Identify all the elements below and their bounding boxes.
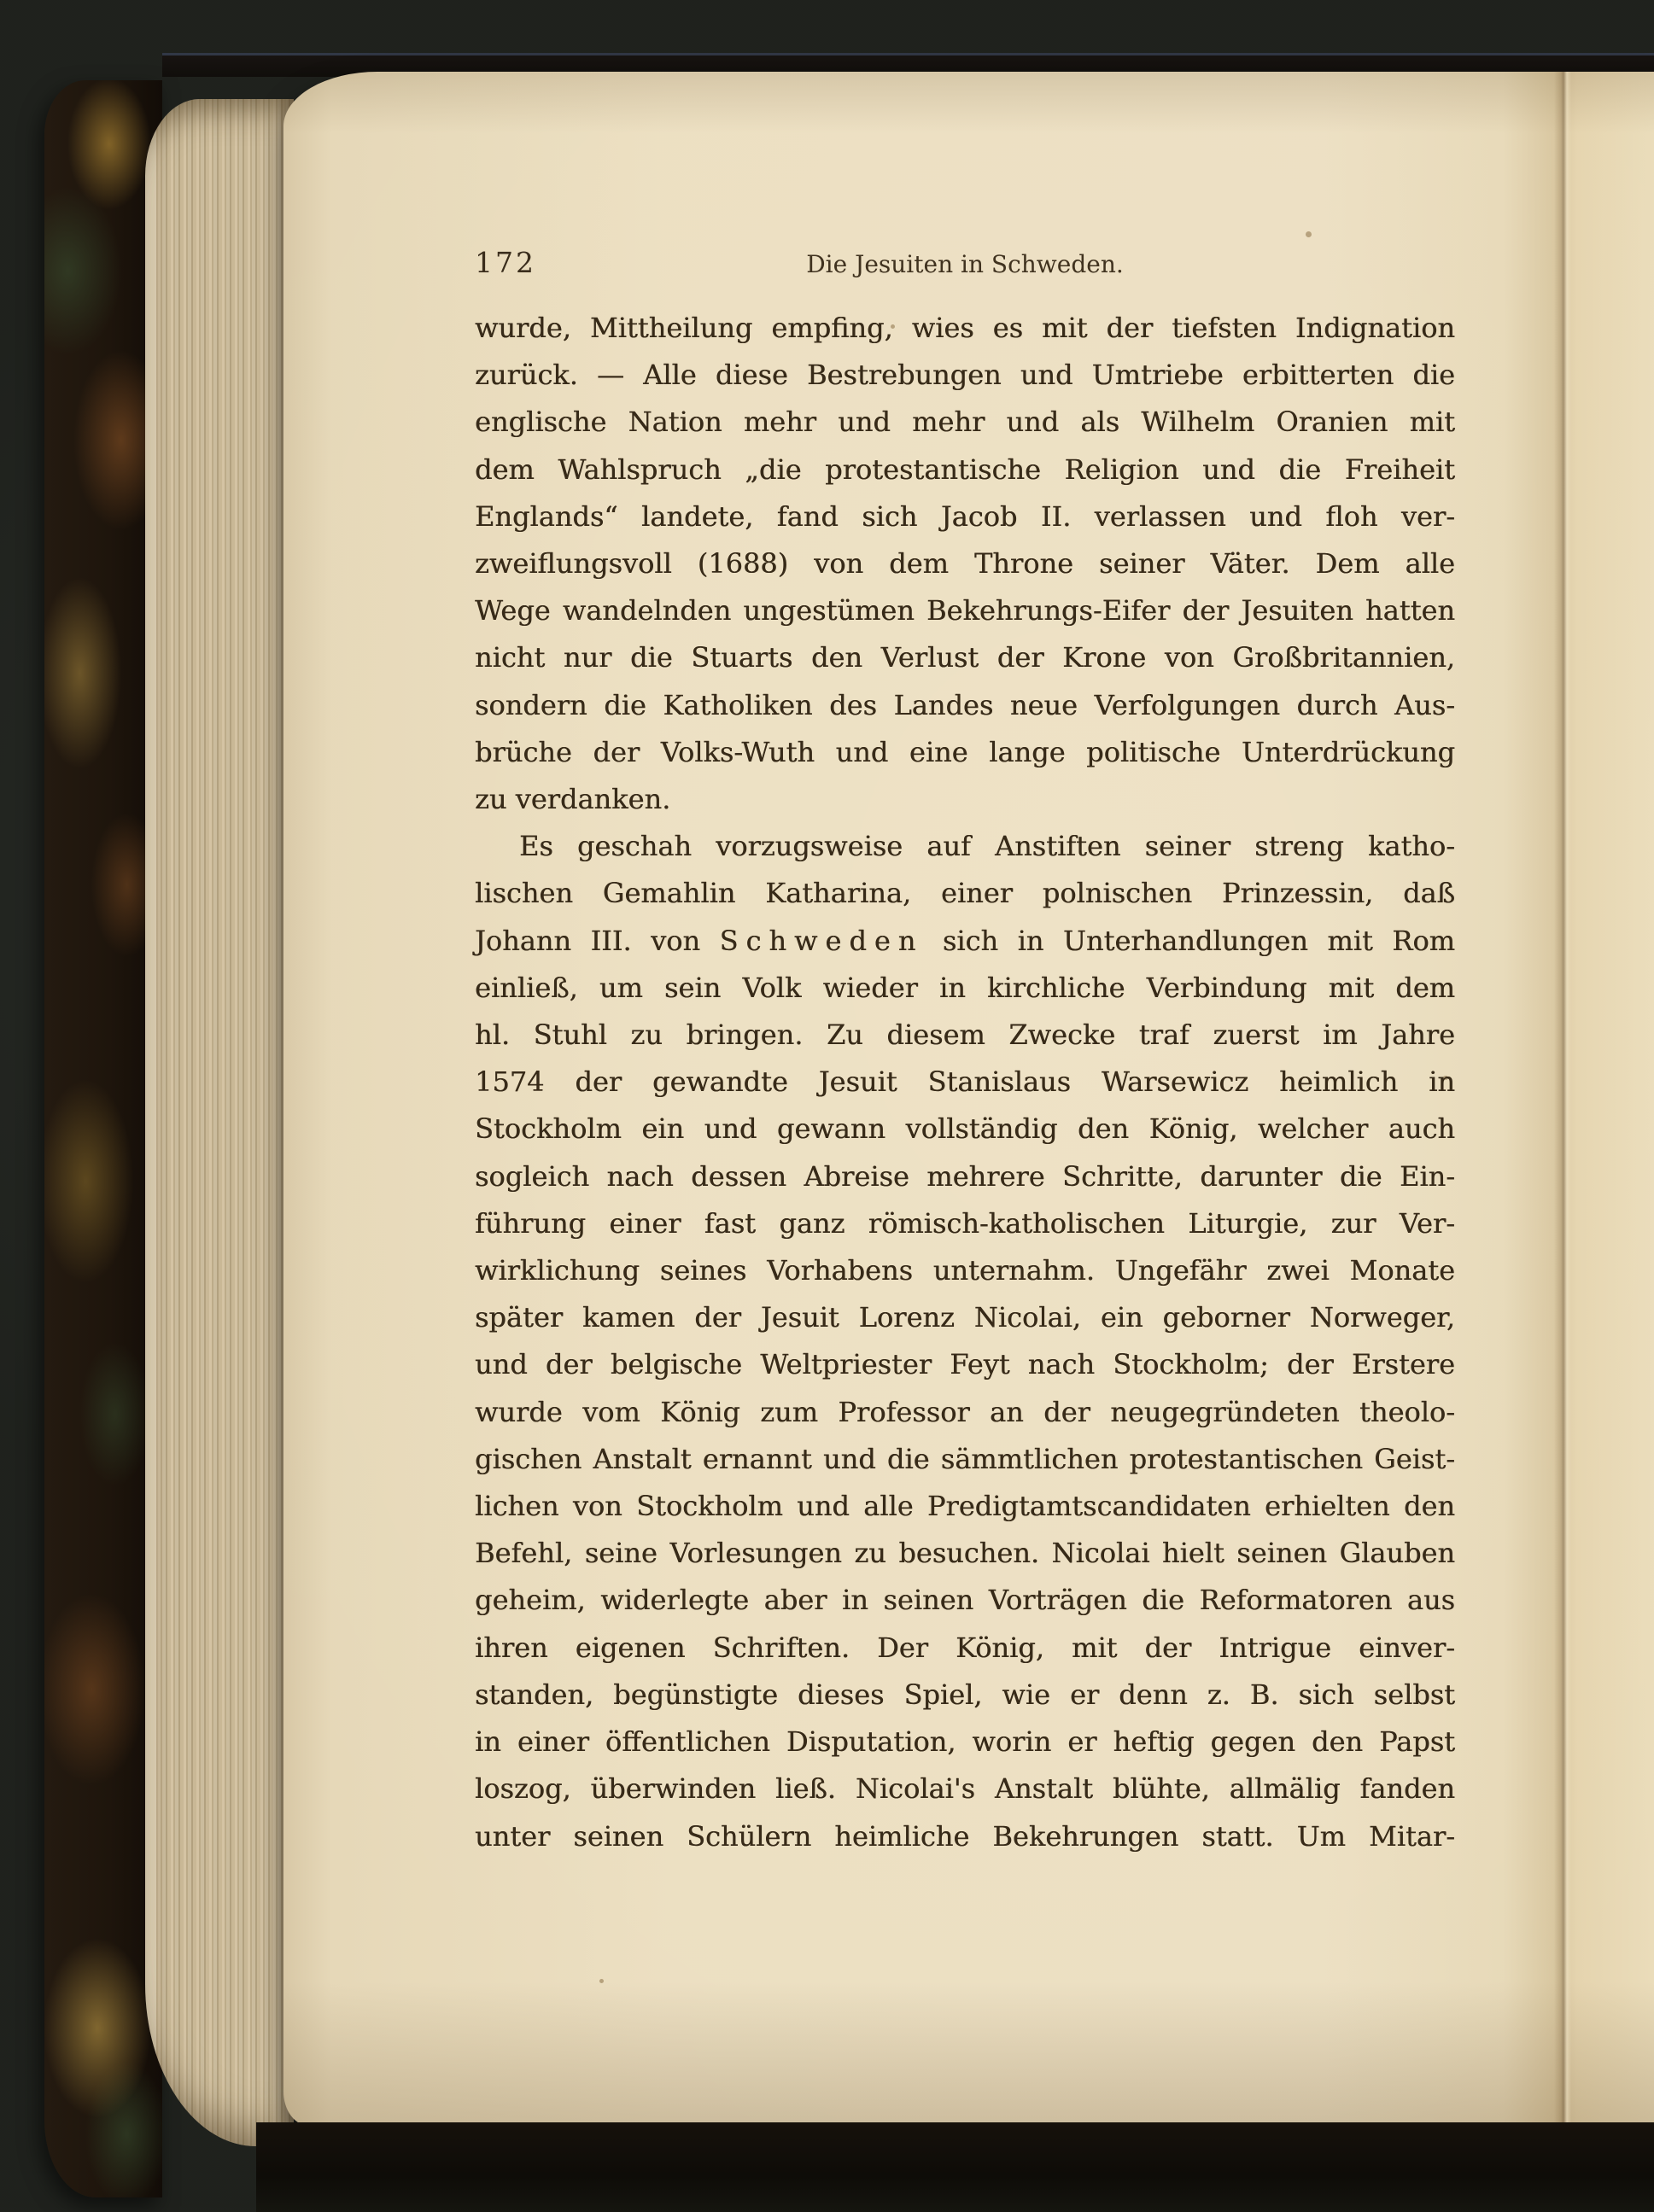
text-line: zu verdanken. [475, 783, 671, 816]
text-line: lischen Gemahlin Katharina, einer polnischen Prinzessin, daß [475, 877, 1455, 910]
text-line: 1574 der gewandte Jesuit Stanislaus Warsewicz heimlich in [475, 1065, 1455, 1099]
text-line: sogleich nach dessen Abreise mehrere Schritte, darunter die Ein- [475, 1159, 1455, 1193]
text-line: und der belgische Weltpriester Feyt nach Stockholm; der Erstere [475, 1348, 1455, 1381]
text-block [475, 305, 1455, 1860]
text-line: später kamen der Jesuit Lorenz Nicolai, ein geborner Norweger, [475, 1301, 1455, 1334]
text-line [475, 918, 1455, 965]
text-line: gischen Anstalt ernannt und die sämmtlichen protestantischen Geist- [475, 1442, 1455, 1475]
paper-speck [1306, 231, 1312, 237]
text-line: unter seinen Schülern heimliche Bekehrungen statt. Um Mitar- [475, 1819, 1455, 1853]
text-line: dem Wahlspruch „die protestantische Religion und die Freiheit [475, 452, 1455, 486]
text-line: einließ, um sein Volk wieder in kirchliche Verbindung mit dem [475, 971, 1455, 1004]
text-line: englische Nation mehr und mehr und als Wilhelm Oranien mit [475, 406, 1455, 439]
text-line: ihren eigenen Schriften. Der König, mit der Intrigue einver- [475, 1631, 1455, 1664]
text-line: lichen von Stockholm und alle Predigtamtscandidaten erhielten den [475, 1490, 1455, 1523]
book-cover-bottom-edge [256, 2122, 1654, 2212]
text-line: wurde, Mittheilung empfing, wies es mit der tiefsten Indignation [475, 312, 1455, 344]
letterspaced-word: Schweden [719, 924, 924, 957]
page-gutter-crease [1554, 72, 1571, 2122]
text-line: Wege wandelnden ungestümen Bekehrungs-Eifer der Jesuiten hatten [475, 594, 1455, 627]
text-line: Englands“ landete, fand sich Jacob II. verlassen und floh ver- [475, 499, 1455, 533]
text-line: standen, begünstigte dieses Spiel, wie er denn z. B. sich selbst [475, 1678, 1455, 1711]
text-line: brüche der Volks-Wuth und eine lange politische Unterdrückung [475, 735, 1455, 768]
text-line: in einer öffentlichen Disputation, worin er heftig gegen den Papst [475, 1725, 1455, 1759]
text-line: zurück. — Alle diese Bestrebungen und Umtriebe erbitterten die [475, 359, 1455, 392]
fanned-page-edges [145, 99, 294, 2146]
text-line: wurde vom König zum Professor an der neugegründeten theolo- [475, 1395, 1455, 1428]
paper-speck [599, 1979, 604, 1983]
text-segment: sich in Unterhandlungen mit Rom [923, 924, 1456, 957]
text-line: hl. Stuhl zu bringen. Zu diesem Zwecke traf zuerst im Jahre [475, 1018, 1455, 1052]
text-line: nicht nur die Stuarts den Verlust der Krone von Großbritannien, [475, 641, 1455, 674]
text-segment: Johann III. von [475, 924, 720, 957]
text-line: Stockholm ein und gewann vollständig den König, welcher auch [475, 1112, 1455, 1146]
text-line: loszog, überwinden ließ. Nicolai's Anstalt blühte, allmälig fanden [475, 1772, 1455, 1806]
text-line: Es geschah vorzugsweise auf Anstiften seiner streng katho- [519, 830, 1455, 863]
text-line: sondern die Katholiken des Landes neue Verfolgungen durch Aus- [475, 688, 1455, 721]
page-number: 172 [475, 246, 536, 279]
text-line: geheim, widerlegte aber in seinen Vorträgen die Reformatoren aus [475, 1584, 1455, 1617]
text-line: führung einer fast ganz römisch-katholischen Liturgie, zur Ver- [475, 1206, 1455, 1240]
text-line: zweiflungsvoll (1688) von dem Throne seiner Väter. Dem alle [475, 547, 1455, 581]
running-header: Die Jesuiten in Schweden. [806, 250, 1124, 278]
text-line: Befehl, seine Vorlesungen zu besuchen. Nicolai hielt seinen Glauben [475, 1537, 1455, 1570]
text-line: wirklichung seines Vorhabens unternahm. Ungefähr zwei Monate [475, 1254, 1455, 1287]
